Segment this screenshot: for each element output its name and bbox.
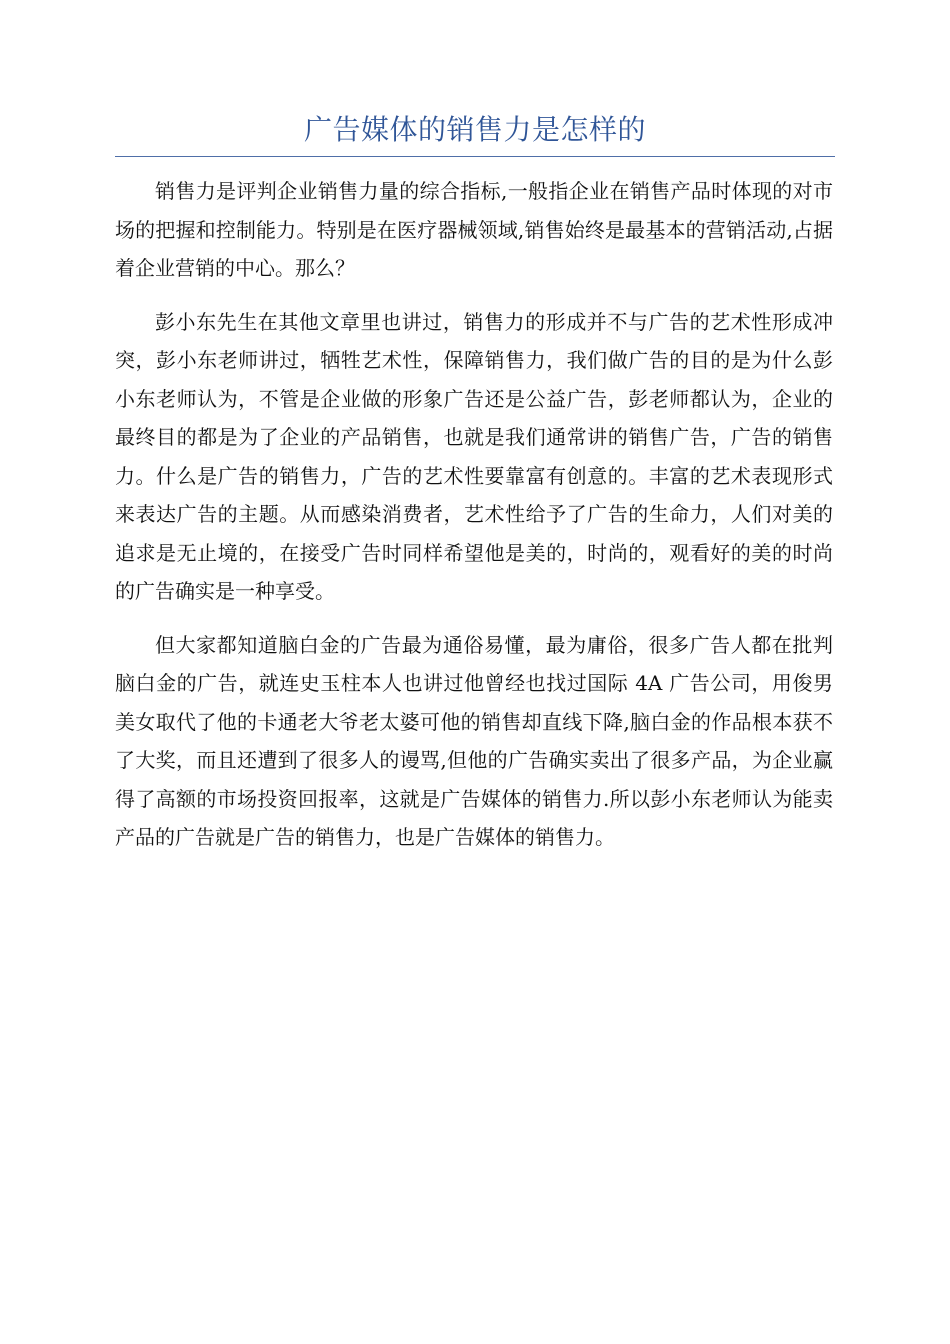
paragraph: 销售力是评判企业销售力量的综合指标,一般指企业在销售产品时体现的对市场的把握和控制能力。特别是在医疗器械领域,销售始终是最基本的营销活动,占据着企业营销的中心。那么？	[115, 179, 833, 280]
paragraph: 彭小东先生在其他文章里也讲过，销售力的形成并不与广告的艺术性形成冲突，彭小东老师讲过，牺牲艺术性，保障销售力，我们做广告的目的是为什么彭小东老师认为，不管是企业做的形象广告还是公益广告，彭老师都认为，企业的最终目的都是为了企业的产品销售，也就是我们通常讲的销售广告，广告的销售力。什么是广告的销售力，广告的艺术性要靠富有创意的。丰富的艺术表现形式来表达广告的主题。从而感染消费者，艺术性给予了广告的生命力，人们对美的追求是无止境的，在接受广告时同样希望他是美的，时尚的，观看好的美的时尚的广告确实是一种享受。	[115, 309, 833, 603]
document-body	[115, 172, 833, 872]
document-title: 广告媒体的销售力是怎样的	[303, 113, 646, 146]
title-block	[115, 110, 835, 157]
paragraph: 但大家都知道脑白金的广告最为通俗易懂，最为庸俗，很多广告人都在批判脑白金的广告，就连史玉柱本人也讲过他曾经也找过国际 4A 广告公司，用俊男美女取代了他的卡通老大爷老太婆可他的销售却直线下降,脑白金的作品根本获不了大奖，而且还遭到了很多人的谩骂,但他的广告确实卖出了很多产品，为企业赢得了高额的市场投资回报率，这就是广告媒体的销售力.所以彭小东老师认为能卖产品的广告就是广告的销售力，也是广告媒体的销售力。	[115, 632, 833, 849]
